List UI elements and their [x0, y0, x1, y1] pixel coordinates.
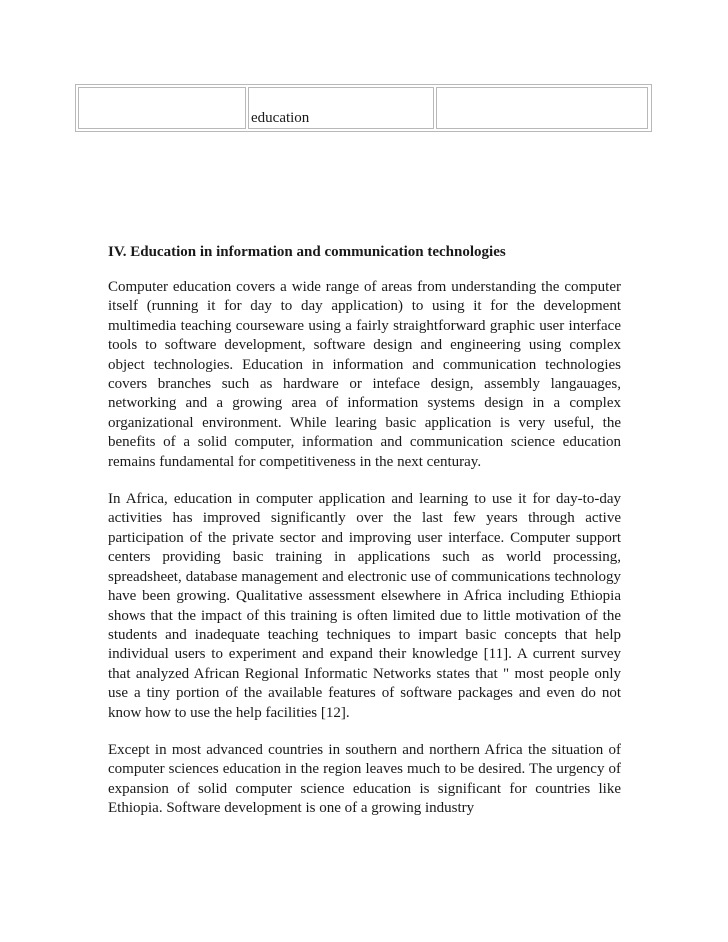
paragraph: Except in most advanced countries in southern and northern Africa the situation of computer sciences education in the region leaves much to be desired. The urgency of expansion of solid computer science education is significant for countries like Ethiopia. Software development is one of a growing industry — [108, 741, 621, 817]
section-content — [108, 242, 621, 837]
paragraph: In Africa, education in computer application and learning to use it for day-to-day activities has improved significantly over the last few years through active participation of the private sector and improving user interface. Computer support centers providing basic training in applications such as world processing, spreadsheet, database management and electronic use of communications technology have been growing. Qualitative assessment elsewhere in Africa including Ethiopia shows that the impact of this training is often limited due to little motivation of the students and inadequate teaching techniques to impart basic concepts that help individual users to experiment and expand their knowledge [11]. A current survey that analyzed African Regional Informatic Networks states that " most people only use a tiny portion of the available features of software packages and even do not know how to use the help facilities [12]. — [108, 491, 621, 721]
table-cell — [78, 87, 246, 129]
paragraph: Computer education covers a wide range of areas from understanding the computer itself (running it for day to day application) to using it for the development multimedia teaching courseware using a fairly straightforward graphic user interface tools to software development, software design and engineering using complex object technologies. Education in information and communication technologies covers branches such as hardware or inteface design, assembly langauages, networking and a growing area of information systems design in a complex organizational environment. While learing basic application is very useful, the benefits of a solid computer, information and communication science education remains fundamental for competitiveness in the next centuray. — [108, 279, 621, 470]
table-cell: education — [248, 87, 434, 129]
table-cell — [436, 87, 648, 129]
table-fragment — [75, 84, 652, 132]
section-heading: IV. Education in information and communication technologies — [108, 244, 506, 260]
